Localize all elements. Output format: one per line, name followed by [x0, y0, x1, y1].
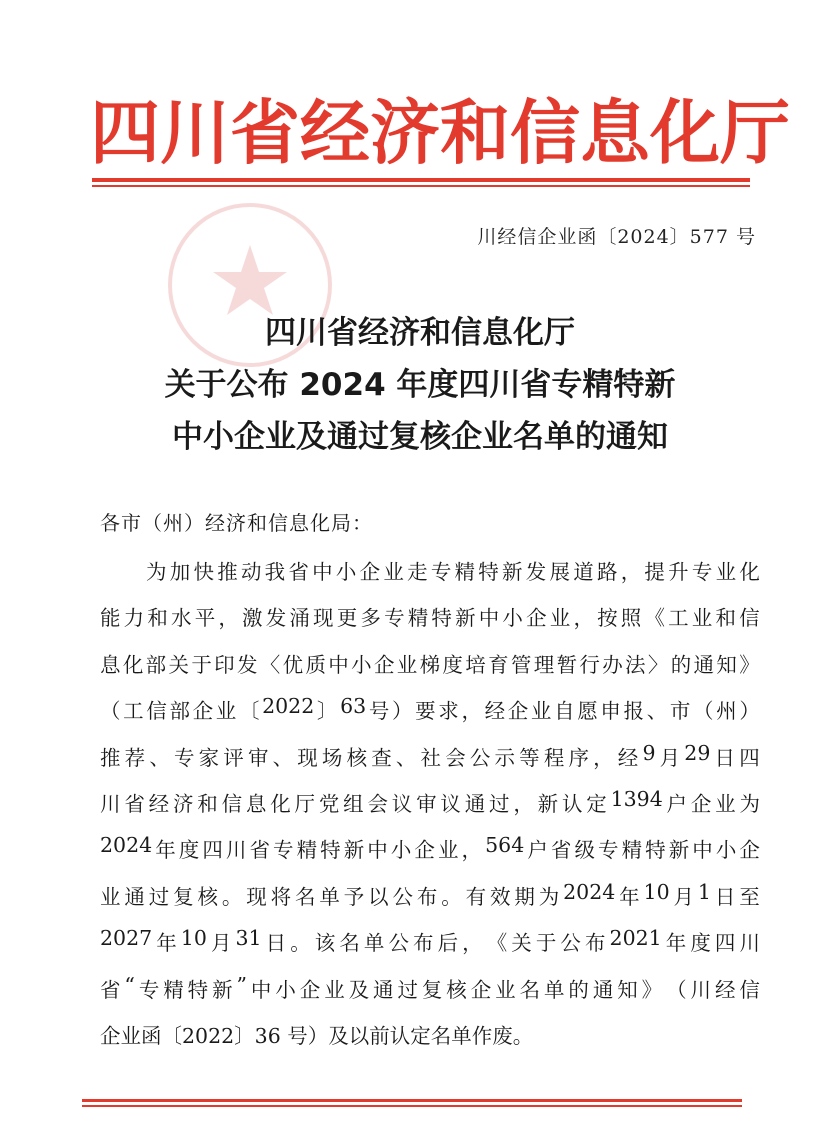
paragraph-line: （ 工 信 部 企 业 〔 2022 〕 63 号 ） 要 求 ， 经 企 业 自 愿 申 报 、 市 （ 州 ）: [100, 694, 760, 724]
masthead-char: 和: [440, 92, 510, 174]
paragraph-line: 2024 年 度 四 川 省 专 精 特 新 中 小 企 业 ， 564 户 省 级 专 精 特 新 中 小 企: [100, 833, 760, 863]
red-header-rule-thin: [92, 185, 750, 187]
paragraph-line: 企业函〔2022〕36 号）及以前认定名单作废。: [100, 1024, 534, 1048]
paragraph-line: 息 化 部 关 于 印 发 〈 优 质 中 小 企 业 梯 度 培 育 管 理 暂 行 办 法 〉 的 通 知 》: [100, 652, 760, 677]
masthead-char: 化: [650, 92, 720, 174]
masthead-char: 息: [580, 92, 650, 174]
agency-masthead: [90, 88, 790, 178]
masthead-char: 厅: [720, 92, 790, 174]
masthead-char: 信: [510, 92, 580, 174]
red-footer-rule: [82, 1099, 742, 1102]
paragraph-line: 能 力 和 水 平 ， 激 发 涌 现 更 多 专 精 特 新 中 小 企 业 ， 按 照 《 工 业 和 信: [100, 606, 760, 631]
red-footer-rule-thin: [82, 1105, 742, 1107]
paragraph-line: 2027 年 10 月 31 日 。 该 名 单 公 布 后 ， 《 关 于 公 布 2021 年 度 四 川: [100, 926, 760, 956]
document-number: 川经信企业函〔2024〕577 号: [477, 226, 756, 248]
document-title-line: 关于公布 2024 年度四川省专精特新: [164, 367, 676, 403]
masthead-char: 川: [160, 92, 230, 174]
red-header-rule: [92, 178, 750, 182]
paragraph-line: 推 荐 、 专 家 评 审 、 现 场 核 查 、 社 会 公 示 等 程 序 ， 经 9 月 29 日 四: [100, 740, 760, 770]
masthead-char: 经: [300, 92, 370, 174]
masthead-char: 四: [90, 92, 160, 174]
masthead-char: 省: [230, 92, 300, 174]
document-title-line: 四川省经济和信息化厅: [265, 315, 575, 351]
paragraph-line: 川 省 经 济 和 信 息 化 厅 党 组 会 议 审 议 通 过 ， 新 认 定 1394 户 企 业 为: [100, 787, 760, 816]
paragraph-line: 为 加 快 推 动 我 省 中 小 企 业 走 专 精 特 新 发 展 道 路 ， 提 升 专 业 化: [146, 560, 760, 584]
paragraph-line: 业 通 过 复 核 。 现 将 名 单 予 以 公 布 。 有 效 期 为 2024 年 10 月 1 日 至: [100, 879, 760, 909]
document-title-line: 中小企业及通过复核企业名单的通知: [172, 419, 668, 455]
paragraph-line: 省 “ 专 精 特 新 ” 中 小 企 业 及 通 过 复 核 企 业 名 单 的 通 知 》 （ 川 经 信: [100, 972, 760, 1002]
salutation: 各市（州）经济和信息化局：: [100, 511, 373, 535]
masthead-char: 济: [370, 92, 440, 174]
